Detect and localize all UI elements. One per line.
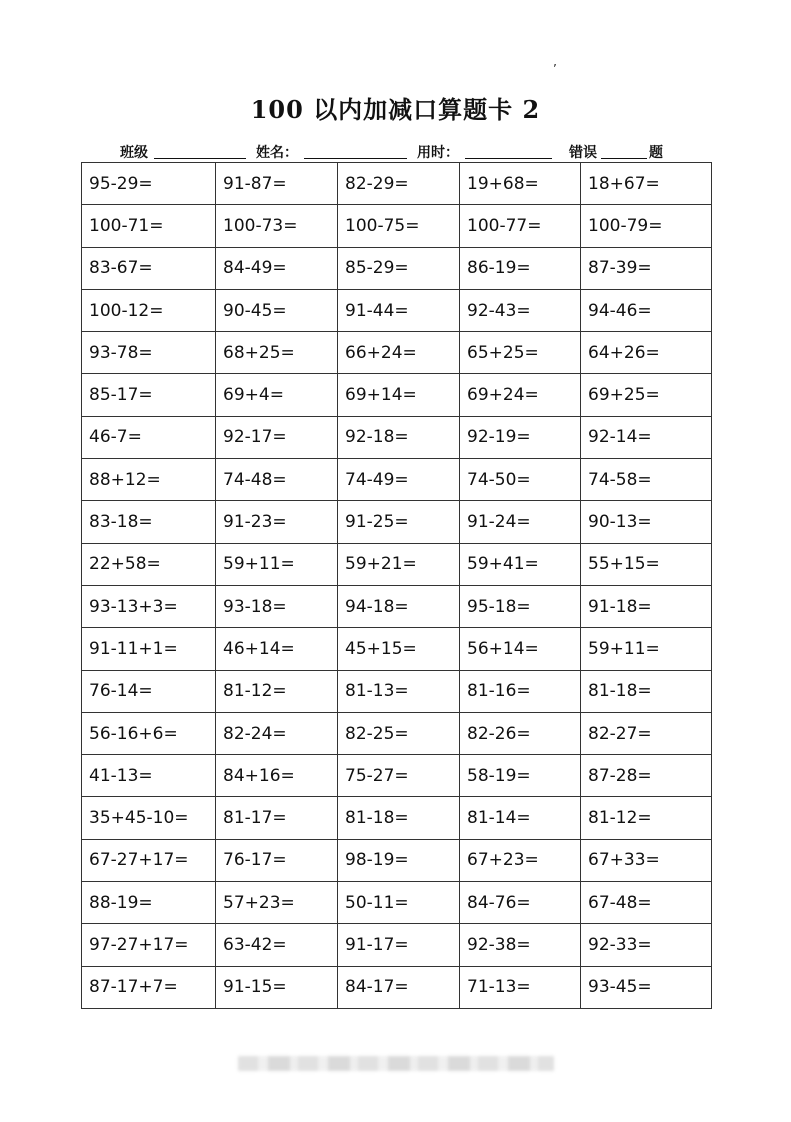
problem-cell: 95-29= [82, 163, 216, 205]
info-row [120, 142, 720, 162]
problem-cell: 91-18= [581, 585, 712, 627]
problem-cell: 84-76= [460, 882, 581, 924]
problem-cell: 74-58= [581, 459, 712, 501]
problem-cell: 69+4= [216, 374, 338, 416]
problem-cell: 90-45= [216, 289, 338, 331]
problem-cell: 100-79= [581, 205, 712, 247]
problem-cell: 92-43= [460, 289, 581, 331]
problem-cell: 81-18= [581, 670, 712, 712]
problem-cell: 67+23= [460, 839, 581, 881]
table-row [82, 712, 712, 754]
problem-cell: 92-17= [216, 416, 338, 458]
table-row [82, 332, 712, 374]
time-blank[interactable] [465, 158, 552, 159]
problem-cell: 68+25= [216, 332, 338, 374]
problem-cell: 88-19= [82, 882, 216, 924]
problem-cell: 97-27+17= [82, 924, 216, 966]
problem-cell: 67-48= [581, 882, 712, 924]
problem-cell: 82-29= [338, 163, 460, 205]
errors-blank[interactable] [601, 158, 647, 159]
problem-cell: 84-49= [216, 247, 338, 289]
table-row [82, 797, 712, 839]
problem-cell: 57+23= [216, 882, 338, 924]
problem-cell: 93-78= [82, 332, 216, 374]
problem-cell: 59+21= [338, 543, 460, 585]
problem-cell: 91-11+1= [82, 628, 216, 670]
problem-cell: 19+68= [460, 163, 581, 205]
blurred-footer-watermark [238, 1056, 554, 1071]
problem-cell: 64+26= [581, 332, 712, 374]
problem-cell: 100-71= [82, 205, 216, 247]
problem-cell: 81-16= [460, 670, 581, 712]
table-row [82, 882, 712, 924]
time-label: 用时： [417, 145, 459, 161]
problem-cell: 92-38= [460, 924, 581, 966]
errors-label: 错误 [569, 145, 597, 161]
problem-cell: 95-18= [460, 585, 581, 627]
problem-cell: 82-27= [581, 712, 712, 754]
table-row [82, 205, 712, 247]
table-row [82, 416, 712, 458]
problem-cell: 100-75= [338, 205, 460, 247]
problem-cell: 66+24= [338, 332, 460, 374]
problem-cell: 75-27= [338, 755, 460, 797]
table-row [82, 628, 712, 670]
table-row [82, 163, 712, 205]
table-row [82, 966, 712, 1008]
class-label: 班级 [120, 145, 148, 161]
problem-cell: 74-49= [338, 459, 460, 501]
problem-cell: 50-11= [338, 882, 460, 924]
problem-cell: 41-13= [82, 755, 216, 797]
problem-cell: 87-39= [581, 247, 712, 289]
problem-cell: 93-13+3= [82, 585, 216, 627]
problem-cell: 82-24= [216, 712, 338, 754]
problem-cell: 98-19= [338, 839, 460, 881]
problem-cell: 63-42= [216, 924, 338, 966]
problem-cell: 90-13= [581, 501, 712, 543]
problem-cell: 83-67= [82, 247, 216, 289]
problem-cell: 100-73= [216, 205, 338, 247]
problem-cell: 81-12= [581, 797, 712, 839]
problem-cell: 88+12= [82, 459, 216, 501]
problem-cell: 92-19= [460, 416, 581, 458]
problem-cell: 86-19= [460, 247, 581, 289]
name-blank[interactable] [304, 158, 407, 159]
problem-cell: 71-13= [460, 966, 581, 1008]
problem-cell: 46-7= [82, 416, 216, 458]
problem-cell: 100-12= [82, 289, 216, 331]
problem-cell: 81-13= [338, 670, 460, 712]
problem-cell: 76-17= [216, 839, 338, 881]
problem-cell: 91-15= [216, 966, 338, 1008]
table-row [82, 289, 712, 331]
table-row [82, 924, 712, 966]
page-title: 100 以内加减口算题卡 2 [250, 95, 541, 124]
table-row [82, 585, 712, 627]
problem-cell: 93-45= [581, 966, 712, 1008]
problem-cell: 84-17= [338, 966, 460, 1008]
problem-cell: 91-25= [338, 501, 460, 543]
problem-cell: 91-24= [460, 501, 581, 543]
problem-cell: 74-48= [216, 459, 338, 501]
problem-grid [81, 162, 712, 1009]
problem-cell: 67-27+17= [82, 839, 216, 881]
problem-cell: 92-14= [581, 416, 712, 458]
table-row [82, 374, 712, 416]
errors-suffix: 题 [649, 145, 663, 161]
problem-cell: 85-29= [338, 247, 460, 289]
problem-cell: 56-16+6= [82, 712, 216, 754]
problem-cell: 91-87= [216, 163, 338, 205]
problem-cell: 69+14= [338, 374, 460, 416]
problem-cell: 45+15= [338, 628, 460, 670]
stray-mark: ’ [553, 62, 557, 76]
problem-cell: 18+67= [581, 163, 712, 205]
problem-cell: 93-18= [216, 585, 338, 627]
table-row [82, 501, 712, 543]
problem-cell: 59+11= [216, 543, 338, 585]
problem-cell: 91-23= [216, 501, 338, 543]
problem-cell: 67+33= [581, 839, 712, 881]
problem-cell: 91-17= [338, 924, 460, 966]
problem-cell: 81-14= [460, 797, 581, 839]
problem-cell: 76-14= [82, 670, 216, 712]
problem-cell: 58-19= [460, 755, 581, 797]
problem-cell: 82-25= [338, 712, 460, 754]
table-row [82, 755, 712, 797]
problem-cell: 83-18= [82, 501, 216, 543]
problem-cell: 59+11= [581, 628, 712, 670]
table-row [82, 670, 712, 712]
problem-cell: 65+25= [460, 332, 581, 374]
table-row [82, 839, 712, 881]
table-row [82, 247, 712, 289]
problem-cell: 82-26= [460, 712, 581, 754]
problem-cell: 84+16= [216, 755, 338, 797]
problem-cell: 85-17= [82, 374, 216, 416]
problem-cell: 100-77= [460, 205, 581, 247]
name-label: 姓名： [256, 145, 298, 161]
problem-cell: 87-17+7= [82, 966, 216, 1008]
problem-cell: 69+25= [581, 374, 712, 416]
problem-cell: 55+15= [581, 543, 712, 585]
problem-cell: 94-18= [338, 585, 460, 627]
problem-cell: 35+45-10= [82, 797, 216, 839]
class-blank[interactable] [154, 158, 246, 159]
problem-cell: 74-50= [460, 459, 581, 501]
problem-cell: 81-18= [338, 797, 460, 839]
problem-cell: 81-17= [216, 797, 338, 839]
table-row [82, 459, 712, 501]
problem-cell: 69+24= [460, 374, 581, 416]
problem-cell: 92-18= [338, 416, 460, 458]
table-row [82, 543, 712, 585]
problem-cell: 56+14= [460, 628, 581, 670]
problem-cell: 59+41= [460, 543, 581, 585]
problem-cell: 81-12= [216, 670, 338, 712]
problem-cell: 87-28= [581, 755, 712, 797]
problem-cell: 94-46= [581, 289, 712, 331]
problem-cell: 91-44= [338, 289, 460, 331]
problem-cell: 92-33= [581, 924, 712, 966]
problem-cell: 22+58= [82, 543, 216, 585]
problem-cell: 46+14= [216, 628, 338, 670]
